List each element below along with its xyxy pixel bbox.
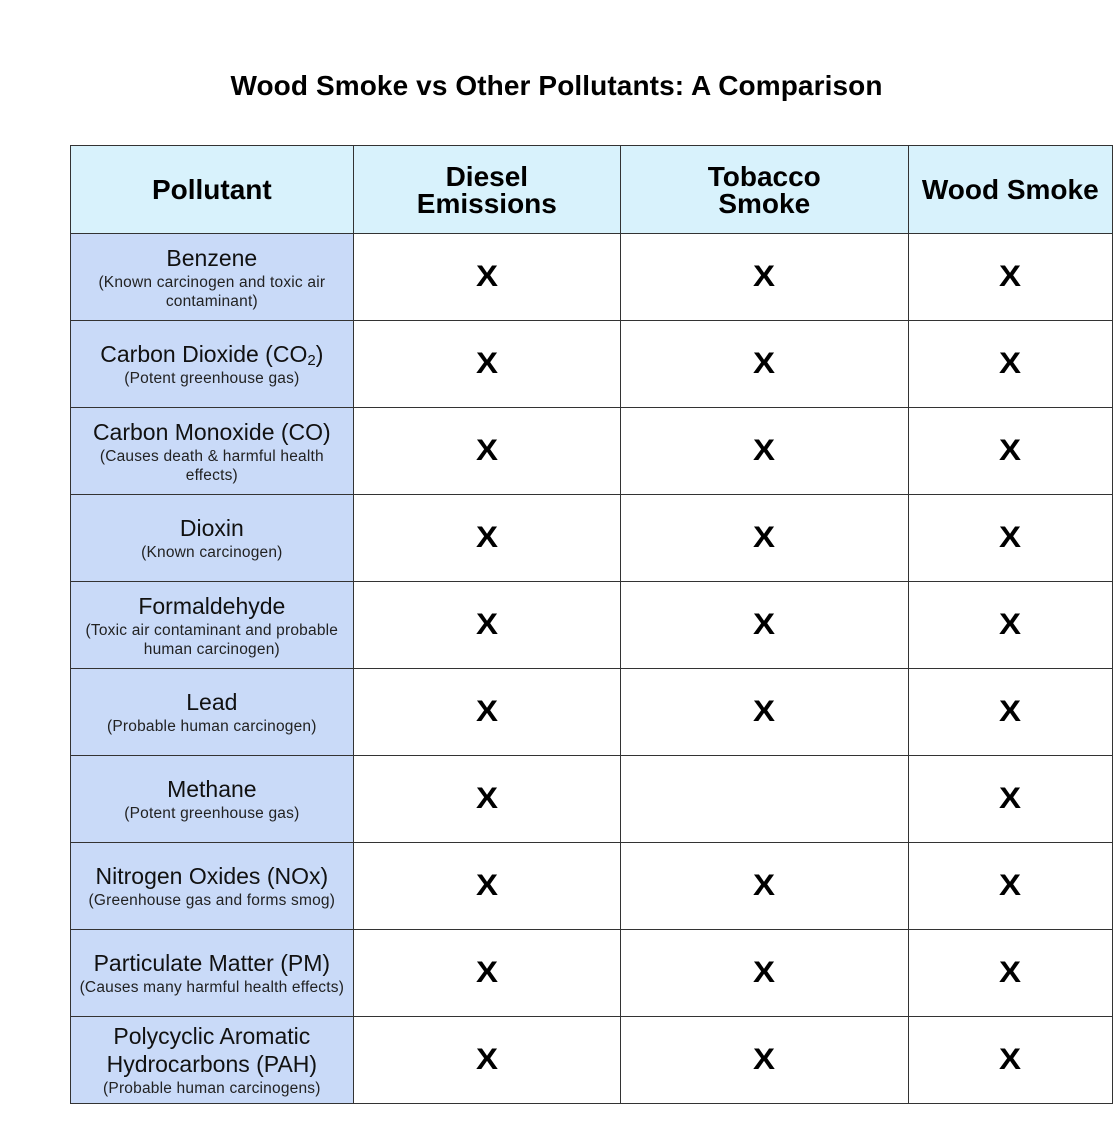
wood-smoke-mark-cell bbox=[908, 930, 1113, 1017]
pollutant-name-text: Formaldehyde bbox=[138, 592, 286, 619]
pollutant-name-text: Dioxin bbox=[179, 515, 244, 541]
tobacco-smoke-mark-cell bbox=[621, 843, 909, 930]
pollutant-description: (Causes many harmful health effects) bbox=[79, 979, 345, 996]
tobacco-smoke-mark-cell bbox=[621, 1017, 909, 1104]
pollutant-description: (Toxic air contaminant and probable human carcinogen) bbox=[85, 621, 339, 658]
tobacco-smoke-mark-cell bbox=[621, 930, 909, 1017]
tobacco-smoke-mark-cell bbox=[621, 669, 909, 756]
tobacco-smoke-mark: X bbox=[753, 695, 776, 728]
tobacco-smoke-mark: X bbox=[753, 608, 776, 641]
diesel-emissions-mark: X bbox=[475, 347, 498, 380]
pollutant-description: (Causes death & harmful health effects) bbox=[99, 447, 324, 484]
diesel-emissions-mark-cell bbox=[353, 669, 620, 756]
tobacco-smoke-mark-cell bbox=[621, 495, 909, 582]
column-header-pollutant: Pollutant bbox=[71, 146, 354, 234]
diesel-emissions-mark: X bbox=[475, 260, 498, 293]
table-row bbox=[71, 495, 1113, 582]
pollutant-name bbox=[71, 1022, 353, 1078]
wood-smoke-mark-cell bbox=[908, 843, 1113, 930]
pollutant-description: (Potent greenhouse gas) bbox=[124, 805, 300, 822]
wood-smoke-mark-cell bbox=[908, 669, 1113, 756]
tobacco-smoke-mark: X bbox=[753, 347, 776, 380]
pollutant-name bbox=[71, 514, 353, 542]
pollutant-name bbox=[71, 688, 353, 716]
tobacco-smoke-mark-cell bbox=[621, 582, 909, 669]
pollutant-name-text: Particulate Matter (PM) bbox=[93, 950, 331, 976]
diesel-emissions-mark-cell bbox=[353, 234, 620, 321]
tobacco-smoke-mark: X bbox=[753, 869, 776, 902]
diesel-emissions-mark: X bbox=[475, 608, 498, 641]
column-header-diesel: Diesel Emissions bbox=[353, 146, 620, 234]
wood-smoke-mark: X bbox=[999, 782, 1022, 815]
pollutant-cell bbox=[71, 582, 354, 669]
wood-smoke-mark-cell bbox=[908, 234, 1113, 321]
tobacco-smoke-mark: X bbox=[753, 1043, 776, 1076]
tobacco-smoke-mark-cell bbox=[621, 756, 909, 843]
diesel-emissions-mark: X bbox=[475, 869, 498, 902]
wood-smoke-mark-cell bbox=[908, 408, 1113, 495]
pollutant-name bbox=[71, 340, 353, 368]
table-row bbox=[71, 669, 1113, 756]
wood-smoke-mark: X bbox=[999, 521, 1022, 554]
pollutant-name bbox=[71, 862, 353, 890]
wood-smoke-mark-cell bbox=[908, 495, 1113, 582]
diesel-emissions-mark: X bbox=[475, 1043, 498, 1076]
table-row bbox=[71, 843, 1113, 930]
wood-smoke-mark: X bbox=[999, 956, 1022, 989]
wood-smoke-mark: X bbox=[999, 434, 1022, 467]
pollutant-description: (Known carcinogen and toxic air contaminant) bbox=[98, 273, 326, 310]
diesel-emissions-mark-cell bbox=[353, 930, 620, 1017]
table-row bbox=[71, 321, 1113, 408]
table-row bbox=[71, 582, 1113, 669]
pollutant-description: (Known carcinogen) bbox=[141, 544, 283, 561]
column-header-tobacco: Tobacco Smoke bbox=[621, 146, 909, 234]
wood-smoke-mark-cell bbox=[908, 756, 1113, 843]
pollutant-description: (Potent greenhouse gas) bbox=[124, 370, 300, 387]
table-row bbox=[71, 756, 1113, 843]
pollutant-name-text: Nitrogen Oxides (NOx) bbox=[95, 863, 329, 889]
diesel-emissions-mark-cell bbox=[353, 495, 620, 582]
pollutant-name-suffix: ) bbox=[315, 341, 324, 367]
pollutant-cell bbox=[71, 1017, 354, 1104]
diesel-emissions-mark-cell bbox=[353, 756, 620, 843]
diesel-emissions-mark-cell bbox=[353, 582, 620, 669]
pollutant-cell bbox=[71, 234, 354, 321]
diesel-emissions-mark-cell bbox=[353, 1017, 620, 1104]
pollutant-description: (Probable human carcinogen) bbox=[107, 718, 317, 735]
pollutant-cell bbox=[71, 495, 354, 582]
wood-smoke-mark-cell bbox=[908, 321, 1113, 408]
table-row bbox=[71, 408, 1113, 495]
comparison-table bbox=[70, 145, 1113, 1104]
diesel-emissions-mark: X bbox=[475, 782, 498, 815]
pollutant-name bbox=[71, 775, 353, 803]
diesel-emissions-mark-cell bbox=[353, 843, 620, 930]
pollutant-name bbox=[71, 418, 353, 446]
table-row bbox=[71, 1017, 1113, 1104]
pollutant-cell bbox=[71, 930, 354, 1017]
table-row bbox=[71, 234, 1113, 321]
pollutant-name-subscript: 2 bbox=[307, 352, 316, 369]
pollutant-name-text: Lead bbox=[186, 689, 238, 715]
page-title: Wood Smoke vs Other Pollutants: A Comparison bbox=[230, 70, 883, 101]
tobacco-smoke-mark-cell bbox=[621, 408, 909, 495]
pollutant-name-text: Polycyclic Aromatic Hydrocarbons (PAH) bbox=[106, 1023, 318, 1077]
tobacco-smoke-mark-cell bbox=[621, 234, 909, 321]
pollutant-name bbox=[71, 949, 353, 977]
table-header-row bbox=[71, 146, 1113, 234]
table-body bbox=[71, 234, 1113, 1104]
wood-smoke-mark: X bbox=[999, 1043, 1022, 1076]
pollutant-cell bbox=[71, 669, 354, 756]
diesel-emissions-mark-cell bbox=[353, 321, 620, 408]
tobacco-smoke-mark: X bbox=[753, 434, 776, 467]
diesel-emissions-mark: X bbox=[475, 695, 498, 728]
wood-smoke-mark: X bbox=[999, 608, 1022, 641]
tobacco-smoke-mark: X bbox=[753, 521, 776, 554]
diesel-emissions-mark: X bbox=[475, 434, 498, 467]
pollutant-cell bbox=[71, 408, 354, 495]
tobacco-smoke-mark-cell bbox=[621, 321, 909, 408]
wood-smoke-mark-cell bbox=[908, 1017, 1113, 1104]
diesel-emissions-mark: X bbox=[475, 956, 498, 989]
column-header-wood-smoke: Wood Smoke bbox=[908, 146, 1113, 234]
pollutant-name-text: Carbon Dioxide (CO bbox=[100, 341, 308, 367]
pollutant-description: (Probable human carcinogens) bbox=[103, 1080, 321, 1097]
table-row bbox=[71, 930, 1113, 1017]
pollutant-description: (Greenhouse gas and forms smog) bbox=[88, 892, 336, 909]
tobacco-smoke-mark: X bbox=[753, 956, 776, 989]
pollutant-cell bbox=[71, 843, 354, 930]
wood-smoke-mark: X bbox=[999, 260, 1022, 293]
wood-smoke-mark: X bbox=[999, 347, 1022, 380]
pollutant-name bbox=[71, 244, 353, 272]
pollutant-name-text: Methane bbox=[167, 776, 257, 802]
diesel-emissions-mark-cell bbox=[353, 408, 620, 495]
pollutant-cell bbox=[71, 756, 354, 843]
wood-smoke-mark: X bbox=[999, 869, 1022, 902]
wood-smoke-mark: X bbox=[999, 695, 1022, 728]
tobacco-smoke-mark: X bbox=[753, 260, 776, 293]
wood-smoke-mark-cell bbox=[908, 582, 1113, 669]
pollutant-name-text: Carbon Monoxide (CO) bbox=[92, 418, 331, 445]
pollutant-name-text: Benzene bbox=[166, 244, 258, 271]
pollutant-cell bbox=[71, 321, 354, 408]
diesel-emissions-mark: X bbox=[475, 521, 498, 554]
pollutant-name bbox=[71, 592, 353, 620]
